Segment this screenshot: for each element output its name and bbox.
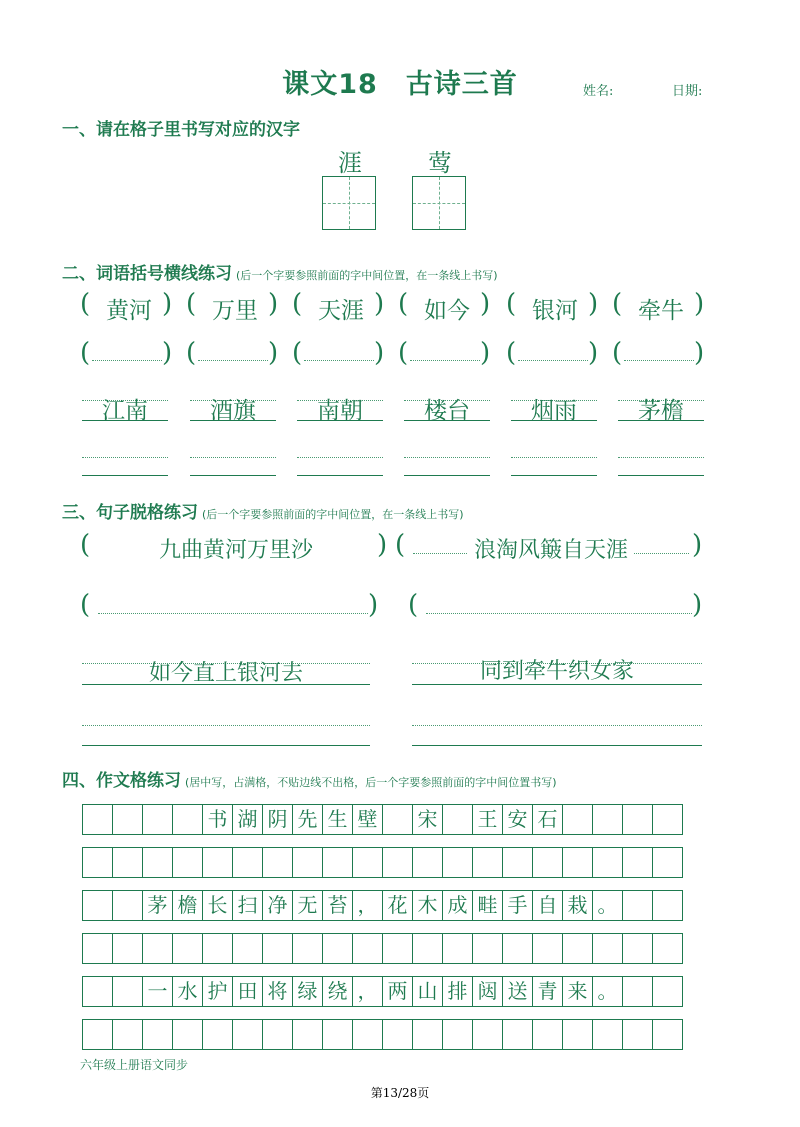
grid-cell[interactable] xyxy=(202,847,233,878)
solid-write-line[interactable] xyxy=(618,475,704,476)
dotted-write-line[interactable] xyxy=(624,360,694,361)
grid-cell[interactable] xyxy=(142,804,173,835)
grid-cell[interactable] xyxy=(622,933,653,964)
close-paren: ) xyxy=(162,289,173,319)
close-paren: ) xyxy=(268,289,279,319)
date-label: 日期: xyxy=(672,84,703,99)
grid-cell[interactable] xyxy=(202,1019,233,1050)
grid-row xyxy=(82,1019,683,1050)
grid-cell[interactable] xyxy=(622,976,653,1007)
section-3-title: 三、句子脱格练习 xyxy=(62,503,198,523)
dotted-write-line[interactable] xyxy=(618,457,704,458)
grid-cell[interactable]: 王 xyxy=(472,804,503,835)
dotted-write-line[interactable] xyxy=(412,725,702,726)
dotted-write-line[interactable] xyxy=(426,613,692,614)
page-number: 第13/28页 xyxy=(370,1086,430,1100)
line-word: 茅檐 xyxy=(638,398,684,424)
grid-cell[interactable] xyxy=(292,847,323,878)
open-paren: ( xyxy=(398,338,409,368)
solid-write-line[interactable] xyxy=(190,475,276,476)
paren-word: 如今 xyxy=(424,298,470,324)
dotted-write-line[interactable] xyxy=(511,457,597,458)
grid-cell[interactable] xyxy=(322,847,353,878)
close-paren: ) xyxy=(692,590,703,620)
grid-cell[interactable]: 书 xyxy=(202,804,233,835)
dotted-write-line[interactable] xyxy=(304,360,374,361)
grid-cell[interactable]: 净 xyxy=(262,890,293,921)
grid-cell[interactable]: 长 xyxy=(202,890,233,921)
grid-cell[interactable]: 先 xyxy=(292,804,323,835)
grid-cell[interactable] xyxy=(562,1019,593,1050)
grid-cell[interactable]: 闼 xyxy=(472,976,503,1007)
grid-cell[interactable] xyxy=(232,1019,263,1050)
solid-write-line[interactable] xyxy=(297,475,383,476)
dotted-write-line[interactable] xyxy=(297,457,383,458)
section-4-title: 四、作文格练习 xyxy=(62,771,181,791)
grid-cell[interactable] xyxy=(202,933,233,964)
grid-cell[interactable] xyxy=(532,933,563,964)
grid-cell[interactable] xyxy=(472,847,503,878)
close-paren: ) xyxy=(374,289,385,319)
grid-cell[interactable]: ， xyxy=(352,890,383,921)
open-paren: ( xyxy=(612,338,623,368)
grid-cell[interactable] xyxy=(112,933,143,964)
solid-write-line[interactable] xyxy=(511,475,597,476)
section-2-title: 二、词语括号横线练习 xyxy=(62,264,232,284)
grid-cell[interactable] xyxy=(532,1019,563,1050)
grid-cell[interactable] xyxy=(562,847,593,878)
close-paren: ) xyxy=(374,338,385,368)
open-paren: ( xyxy=(186,338,197,368)
grid-cell[interactable] xyxy=(442,847,473,878)
grid-cell[interactable]: 扫 xyxy=(232,890,263,921)
dotted-write-line[interactable] xyxy=(92,360,162,361)
grid-cell[interactable]: 护 xyxy=(202,976,233,1007)
grid-cell[interactable] xyxy=(112,847,143,878)
open-paren: ( xyxy=(506,289,517,319)
grid-cell[interactable] xyxy=(142,847,173,878)
grid-cell[interactable]: 将 xyxy=(262,976,293,1007)
sentence-1-text: 九曲黄河万里沙 xyxy=(153,538,319,563)
line-word: 酒旗 xyxy=(210,398,256,424)
open-paren: ( xyxy=(186,289,197,319)
char-label: 涯 xyxy=(338,149,362,177)
grid-cell[interactable]: 绿 xyxy=(292,976,323,1007)
solid-write-line[interactable] xyxy=(412,745,702,746)
section-4-heading xyxy=(62,766,557,791)
grid-cell[interactable] xyxy=(622,890,653,921)
grid-cell[interactable]: 。 xyxy=(592,890,623,921)
close-paren: ) xyxy=(368,590,379,620)
grid-cell[interactable] xyxy=(382,804,413,835)
open-paren: ( xyxy=(80,590,91,620)
grid-cell[interactable] xyxy=(82,847,113,878)
grid-cell[interactable] xyxy=(352,1019,383,1050)
grid-cell[interactable]: 青 xyxy=(532,976,563,1007)
grid-cell[interactable]: 。 xyxy=(592,976,623,1007)
grid-cell[interactable] xyxy=(232,933,263,964)
section-3-note: (后一个字要参照前面的字中间位置，在一条线上书写) xyxy=(202,508,464,521)
sentence-2-text: 浪淘风簸自天涯 xyxy=(468,538,634,563)
grid-cell[interactable] xyxy=(382,933,413,964)
dotted-write-line[interactable] xyxy=(404,457,490,458)
grid-cell[interactable] xyxy=(382,1019,413,1050)
close-paren: ) xyxy=(480,338,491,368)
grid-cell[interactable] xyxy=(502,847,533,878)
grid-cell[interactable] xyxy=(652,1019,683,1050)
grid-cell[interactable]: 来 xyxy=(562,976,593,1007)
solid-write-line[interactable] xyxy=(82,745,370,746)
grid-cell[interactable] xyxy=(142,1019,173,1050)
grid-cell[interactable] xyxy=(412,933,443,964)
grid-cell[interactable]: 宋 xyxy=(412,804,443,835)
grid-cell[interactable] xyxy=(382,847,413,878)
section-4-note: (居中写，占满格，不贴边线不出格，后一个字要参照前面的字中间位置书写) xyxy=(185,776,557,789)
grid-cell[interactable]: 石 xyxy=(532,804,563,835)
dotted-write-line[interactable] xyxy=(82,457,168,458)
grid-cell[interactable]: 自 xyxy=(532,890,563,921)
sentence-text xyxy=(413,533,689,564)
paren-word: 黄河 xyxy=(106,298,152,324)
grid-cell[interactable]: 壁 xyxy=(352,804,383,835)
line-word: 南朝 xyxy=(317,398,363,424)
grid-cell[interactable]: 两 xyxy=(382,976,413,1007)
grid-cell[interactable] xyxy=(442,804,473,835)
grid-cell[interactable] xyxy=(82,890,113,921)
grid-cell[interactable] xyxy=(472,1019,503,1050)
grid-cell[interactable] xyxy=(172,847,203,878)
grid-cell[interactable]: 生 xyxy=(322,804,353,835)
grid-cell[interactable] xyxy=(82,1019,113,1050)
grid-cell[interactable] xyxy=(652,890,683,921)
dotted-write-line[interactable] xyxy=(98,613,368,614)
grid-cell[interactable]: 成 xyxy=(442,890,473,921)
grid-cell[interactable]: 花 xyxy=(382,890,413,921)
grid-cell[interactable] xyxy=(112,976,143,1007)
grid-cell[interactable]: 一 xyxy=(142,976,173,1007)
paren-word: 银河 xyxy=(532,298,578,324)
grid-cell[interactable] xyxy=(622,847,653,878)
grid-cell[interactable]: 田 xyxy=(232,976,263,1007)
dotted-write-line[interactable] xyxy=(82,725,370,726)
close-paren: ) xyxy=(268,338,279,368)
close-paren: ) xyxy=(588,289,599,319)
grid-cell[interactable]: 手 xyxy=(502,890,533,921)
open-paren: ( xyxy=(395,530,406,560)
grid-cell[interactable] xyxy=(652,976,683,1007)
page-title: 课文18 古诗三首 xyxy=(282,69,518,100)
solid-write-line[interactable] xyxy=(404,475,490,476)
grid-cell[interactable] xyxy=(592,804,623,835)
line-word: 烟雨 xyxy=(531,398,577,424)
grid-cell[interactable]: 山 xyxy=(412,976,443,1007)
grid-cell[interactable] xyxy=(622,1019,653,1050)
grid-row xyxy=(82,976,683,1007)
tian-grid-box[interactable] xyxy=(412,176,466,230)
sentence-text xyxy=(98,533,374,564)
section-2-heading xyxy=(62,259,498,284)
grid-cell[interactable] xyxy=(112,804,143,835)
grid-cell[interactable] xyxy=(652,804,683,835)
grid-cell[interactable] xyxy=(442,1019,473,1050)
section-3-heading xyxy=(62,498,464,523)
grid-cell[interactable] xyxy=(262,847,293,878)
dotted-write-line[interactable] xyxy=(198,360,268,361)
grid-cell[interactable]: 安 xyxy=(502,804,533,835)
close-paren: ) xyxy=(694,289,705,319)
grid-cell[interactable] xyxy=(322,933,353,964)
sentence-4-text: 同到牵牛织女家 xyxy=(479,659,634,684)
grid-cell[interactable]: 畦 xyxy=(472,890,503,921)
grid-cell[interactable] xyxy=(142,933,173,964)
grid-cell[interactable] xyxy=(262,933,293,964)
grid-cell[interactable] xyxy=(412,1019,443,1050)
grid-cell[interactable]: 檐 xyxy=(172,890,203,921)
grid-cell[interactable]: 绕 xyxy=(322,976,353,1007)
paren-word: 牵牛 xyxy=(638,298,684,324)
close-paren: ) xyxy=(162,338,173,368)
grid-cell[interactable] xyxy=(82,933,113,964)
grid-row xyxy=(82,933,683,964)
grid-cell[interactable] xyxy=(82,804,113,835)
grid-cell[interactable] xyxy=(172,1019,203,1050)
open-paren: ( xyxy=(292,289,303,319)
paren-word: 天涯 xyxy=(318,298,364,324)
open-paren: ( xyxy=(408,590,419,620)
dotted-write-line[interactable] xyxy=(410,360,480,361)
grid-cell[interactable] xyxy=(172,933,203,964)
open-paren: ( xyxy=(80,289,91,319)
char-label: 莺 xyxy=(428,149,452,177)
grid-cell[interactable]: 湖 xyxy=(232,804,263,835)
grid-cell[interactable] xyxy=(112,1019,143,1050)
grid-cell[interactable] xyxy=(352,847,383,878)
grid-cell[interactable] xyxy=(112,890,143,921)
grid-cell[interactable]: ， xyxy=(352,976,383,1007)
grid-cell[interactable] xyxy=(292,1019,323,1050)
line-word: 江南 xyxy=(102,398,148,424)
grid-cell[interactable] xyxy=(472,933,503,964)
open-paren: ( xyxy=(398,289,409,319)
open-paren: ( xyxy=(292,338,303,368)
grid-row xyxy=(82,847,683,878)
grid-cell[interactable]: 苔 xyxy=(322,890,353,921)
grid-cell[interactable] xyxy=(502,933,533,964)
grid-cell[interactable] xyxy=(562,804,593,835)
grid-row xyxy=(82,890,683,921)
dotted-write-line[interactable] xyxy=(518,360,588,361)
grid-cell[interactable] xyxy=(622,804,653,835)
grid-row xyxy=(82,804,683,835)
grid-cell[interactable] xyxy=(172,804,203,835)
sentence-3-text: 如今直上银河去 xyxy=(148,661,303,686)
grid-cell[interactable] xyxy=(652,847,683,878)
grid-cell[interactable] xyxy=(592,1019,623,1050)
paren-word: 万里 xyxy=(212,298,258,324)
tian-grid-box[interactable] xyxy=(322,176,376,230)
grid-cell[interactable] xyxy=(592,847,623,878)
grid-cell[interactable]: 排 xyxy=(442,976,473,1007)
close-paren: ) xyxy=(692,530,703,560)
open-paren: ( xyxy=(80,338,91,368)
grid-cell[interactable] xyxy=(592,933,623,964)
line-word: 楼台 xyxy=(424,398,470,424)
grid-cell[interactable] xyxy=(232,847,263,878)
grid-cell[interactable] xyxy=(262,1019,293,1050)
close-paren: ) xyxy=(694,338,705,368)
composition-grid xyxy=(82,804,683,1062)
open-paren: ( xyxy=(506,338,517,368)
grid-cell[interactable] xyxy=(322,1019,353,1050)
grid-cell[interactable]: 栽 xyxy=(562,890,593,921)
grid-cell[interactable]: 阴 xyxy=(262,804,293,835)
close-paren: ) xyxy=(377,530,388,560)
grid-cell[interactable]: 茅 xyxy=(142,890,173,921)
grid-cell[interactable] xyxy=(412,847,443,878)
grid-cell[interactable] xyxy=(652,933,683,964)
grid-cell[interactable] xyxy=(292,933,323,964)
book-label: 六年级上册语文同步 xyxy=(80,1058,189,1072)
open-paren: ( xyxy=(80,530,91,560)
grid-cell[interactable] xyxy=(532,847,563,878)
dotted-write-line[interactable] xyxy=(190,457,276,458)
grid-cell[interactable]: 无 xyxy=(292,890,323,921)
grid-cell[interactable]: 水 xyxy=(172,976,203,1007)
close-paren: ) xyxy=(480,289,491,319)
grid-cell[interactable]: 送 xyxy=(502,976,533,1007)
grid-cell[interactable]: 木 xyxy=(412,890,443,921)
grid-cell[interactable] xyxy=(82,976,113,1007)
grid-cell[interactable] xyxy=(562,933,593,964)
close-paren: ) xyxy=(588,338,599,368)
open-paren: ( xyxy=(612,289,623,319)
name-label: 姓名: xyxy=(583,84,614,99)
section-1-heading: 一、请在格子里书写对应的汉字 xyxy=(62,120,300,140)
grid-cell[interactable] xyxy=(442,933,473,964)
solid-write-line[interactable] xyxy=(82,475,168,476)
section-2-note: (后一个字要参照前面的字中间位置，在一条线上书写) xyxy=(236,269,498,282)
grid-cell[interactable] xyxy=(502,1019,533,1050)
grid-cell[interactable] xyxy=(352,933,383,964)
